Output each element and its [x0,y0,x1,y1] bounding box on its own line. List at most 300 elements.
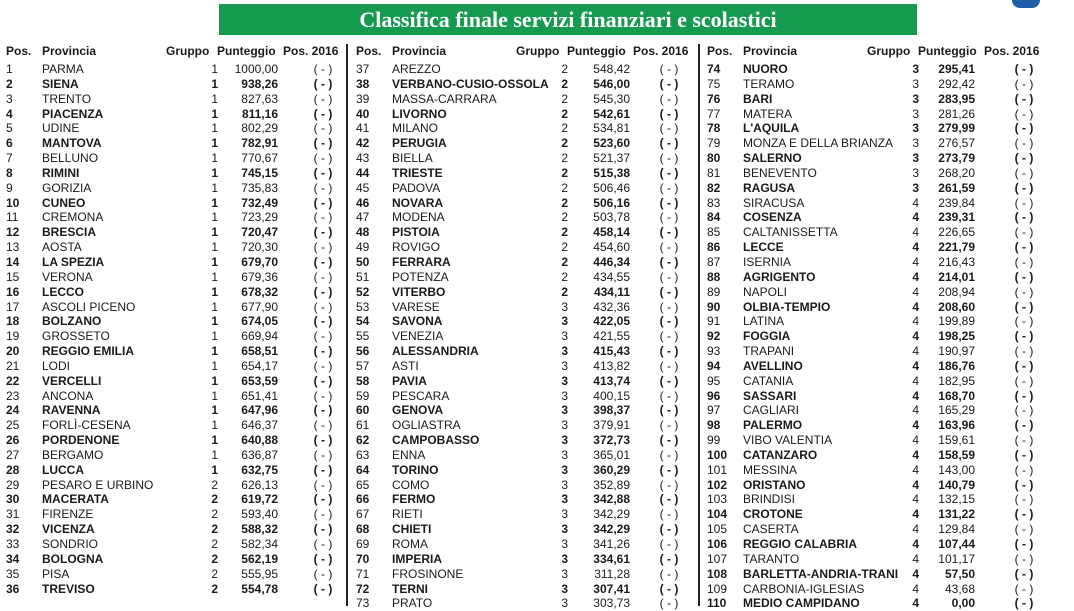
group-cell: 4 [912,269,919,284]
province-cell: ORISTANO [743,477,806,492]
table-row [705,329,1041,344]
group-cell: 3 [561,447,568,462]
table-row [705,418,1041,433]
score-cell: 446,34 [593,254,630,269]
rank-cell: 86 [707,240,721,255]
pos-2016-cell: ( - ) [313,344,333,359]
table-row [354,596,694,611]
pos-2016-cell: ( - ) [1014,165,1034,180]
pos-2016-cell: ( - ) [659,284,679,299]
province-cell: CUNEO [42,195,86,210]
rank-cell: 104 [707,507,728,522]
group-cell: 4 [912,462,919,477]
province-cell: PESCARA [392,388,450,403]
rank-cell: 56 [356,344,370,359]
group-cell: 2 [211,477,218,492]
pos-2016-cell: ( - ) [313,254,333,269]
rank-cell: 37 [356,62,370,76]
province-cell: BRINDISI [743,492,796,507]
rank-cell: 1 [6,62,13,76]
group-cell: 4 [912,373,919,388]
province-cell: VERONA [42,269,93,284]
table-row [705,403,1041,418]
rank-cell: 75 [707,76,721,91]
table-row [705,121,1041,136]
rank-cell: 34 [6,551,20,566]
table-row [354,567,694,582]
score-cell: 632,75 [241,462,278,477]
province-cell: CAGLIARI [743,403,800,418]
province-cell: TARANTO [743,551,800,566]
rank-cell: 70 [356,551,370,566]
group-cell: 2 [561,269,568,284]
table-row [705,196,1041,211]
score-cell: 678,32 [241,284,278,299]
rank-cell: 72 [356,581,370,596]
pos-2016-cell: ( - ) [1014,566,1034,581]
rank-cell: 25 [6,418,20,433]
province-cell: SAVONA [392,314,443,329]
score-cell: 434,55 [593,269,630,284]
rank-cell: 47 [356,210,370,225]
pos-2016-cell: ( - ) [313,165,333,180]
province-cell: CATANZARO [743,447,818,462]
province-cell: L'AQUILA [743,121,800,136]
rank-cell: 27 [6,447,20,462]
province-cell: CARBONIA-IGLESIAS [743,581,865,596]
rank-cell: 38 [356,76,370,91]
table-header [354,42,694,62]
province-cell: VERBANO-CUSIO-OSSOLA [392,76,549,91]
pos-2016-cell: ( - ) [1014,91,1034,106]
table-row [354,136,694,151]
table-row [4,492,340,507]
score-cell: 454,60 [593,240,630,255]
score-cell: 226,65 [938,225,975,240]
province-cell: CALTANISSETTA [743,225,838,240]
pos-2016-cell: ( - ) [659,195,679,210]
score-cell: 311,28 [594,566,630,581]
pos-2016-cell: ( - ) [313,433,333,448]
table-row [705,448,1041,463]
pos-2016-cell: ( - ) [313,136,333,151]
group-cell: 4 [912,522,919,537]
header-pos: Pos. [356,44,382,58]
ranking-rows [705,62,1041,611]
table-row [4,151,340,166]
score-cell: 199,89 [938,314,975,329]
score-cell: 720,47 [241,225,278,240]
score-cell: 770,67 [241,151,278,166]
group-cell: 4 [912,388,919,403]
pos-2016-cell: ( - ) [1014,388,1034,403]
score-cell: 295,41 [938,62,975,76]
pos-2016-cell: ( - ) [313,329,333,344]
table-row [354,196,694,211]
pos-2016-cell: ( - ) [659,240,679,255]
pos-2016-cell: ( - ) [1014,522,1034,537]
pos-2016-cell: ( - ) [313,195,333,210]
province-cell: REGGIO CALABRIA [743,537,857,551]
group-cell: 3 [561,596,568,611]
score-cell: 827,63 [241,91,278,106]
pos-2016-cell: ( - ) [313,373,333,388]
score-cell: 523,60 [593,136,630,151]
score-cell: 186,76 [938,358,975,373]
score-cell: 360,29 [593,462,630,477]
table-row [705,552,1041,567]
province-cell: OLBIA-TEMPIO [743,299,831,314]
score-cell: 140,79 [938,477,975,492]
table-row [705,344,1041,359]
group-cell: 2 [211,551,218,566]
group-cell: 1 [211,121,218,136]
score-cell: 208,94 [938,284,975,299]
rank-cell: 55 [356,329,370,344]
table-row [354,181,694,196]
pos-2016-cell: ( - ) [313,121,333,136]
score-cell: 190,97 [938,344,975,359]
score-cell: 674,05 [241,314,278,329]
province-cell: TORINO [392,462,439,477]
table-row [354,359,694,374]
score-cell: 221,79 [938,240,975,255]
province-cell: VERCELLI [42,373,102,388]
rank-cell: 79 [707,136,721,151]
rank-cell: 65 [356,477,370,492]
group-cell: 3 [561,492,568,507]
rank-cell: 94 [707,358,721,373]
corner-decoration [1012,0,1040,8]
rank-cell: 43 [356,151,370,166]
table-row [4,166,340,181]
province-cell: PRATO [392,596,433,611]
pos-2016-cell: ( - ) [313,358,333,373]
group-cell: 4 [912,240,919,255]
table-row [4,225,340,240]
rank-cell: 61 [356,418,370,433]
rank-cell: 60 [356,403,370,418]
group-cell: 2 [211,507,218,522]
score-cell: 261,59 [938,180,975,195]
rank-cell: 17 [6,299,20,314]
score-cell: 658,51 [241,344,278,359]
pos-2016-cell: ( - ) [1014,76,1034,91]
pos-2016-cell: ( - ) [1014,462,1034,477]
table-row [354,121,694,136]
rank-cell: 6 [6,136,13,151]
table-row [4,240,340,255]
rank-cell: 58 [356,373,370,388]
group-cell: 1 [211,180,218,195]
pos-2016-cell: ( - ) [659,373,679,388]
group-cell: 4 [912,299,919,314]
pos-2016-cell: ( - ) [1014,151,1034,166]
table-row [705,62,1041,77]
rank-cell: 21 [6,358,20,373]
pos-2016-cell: ( - ) [313,180,333,195]
province-cell: PORDENONE [42,433,120,448]
pos-2016-cell: ( - ) [659,106,679,121]
score-cell: 276,57 [938,136,975,151]
province-cell: MEDIO CAMPIDANO [743,596,860,611]
header-punteggio: Punteggio [918,44,977,58]
rank-cell: 98 [707,418,721,433]
rank-cell: 90 [707,299,721,314]
province-cell: ROVIGO [392,240,441,255]
group-cell: 1 [211,225,218,240]
pos-2016-cell: ( - ) [1014,403,1034,418]
group-cell: 1 [211,373,218,388]
pos-2016-cell: ( - ) [659,433,679,448]
header-pos: Pos. [707,44,733,58]
pos-2016-cell: ( - ) [659,121,679,136]
table-row [705,433,1041,448]
group-cell: 2 [561,165,568,180]
group-cell: 4 [912,537,919,551]
rank-cell: 35 [6,566,20,581]
pos-2016-cell: ( - ) [313,225,333,240]
table-row [354,151,694,166]
province-cell: REGGIO EMILIA [42,344,135,359]
rank-cell: 2 [6,76,13,91]
province-cell: MATERA [743,106,793,121]
score-cell: 43,68 [944,581,975,596]
rank-cell: 97 [707,403,721,418]
group-cell: 2 [561,91,568,106]
group-cell: 1 [211,136,218,151]
score-cell: 292,42 [938,76,975,91]
group-cell: 3 [561,566,568,581]
pos-2016-cell: ( - ) [1014,537,1034,551]
rank-cell: 67 [356,507,370,522]
pos-2016-cell: ( - ) [1014,433,1034,448]
group-cell: 3 [912,106,919,121]
group-cell: 3 [561,581,568,596]
pos-2016-cell: ( - ) [1014,418,1034,433]
table-row [354,107,694,122]
table-row [354,225,694,240]
table-row [4,121,340,136]
group-cell: 4 [912,210,919,225]
score-cell: 342,88 [593,492,630,507]
group-cell: 3 [561,373,568,388]
score-cell: 723,29 [241,210,278,225]
rank-cell: 24 [6,403,20,418]
province-cell: OGLIASTRA [392,418,461,433]
table-row [354,418,694,433]
rank-cell: 4 [6,106,13,121]
score-cell: 546,00 [593,76,630,91]
group-cell: 2 [211,537,218,551]
table-row [4,285,340,300]
province-cell: LIVORNO [392,106,447,121]
province-cell: PADOVA [392,180,441,195]
group-cell: 4 [912,418,919,433]
province-cell: ROMA [392,537,428,551]
score-cell: 281,26 [938,106,975,121]
table-row [4,210,340,225]
score-cell: 802,29 [241,121,278,136]
province-cell: ANCONA [42,388,94,403]
score-cell: 198,25 [938,329,975,344]
pos-2016-cell: ( - ) [659,507,679,522]
table-row [354,537,694,552]
score-cell: 458,14 [593,225,630,240]
score-cell: 216,43 [938,254,975,269]
group-cell: 3 [561,537,568,551]
score-cell: 163,96 [938,418,975,433]
group-cell: 3 [561,507,568,522]
rank-cell: 101 [707,462,728,477]
score-cell: 101,17 [938,551,975,566]
rank-cell: 80 [707,151,721,166]
score-cell: 398,37 [593,403,630,418]
province-cell: NOVARA [392,195,444,210]
pos-2016-cell: ( - ) [659,477,679,492]
score-cell: 555,95 [241,566,278,581]
province-cell: MASSA-CARRARA [392,91,497,106]
pos-2016-cell: ( - ) [1014,551,1034,566]
table-row [4,448,340,463]
table-row [354,270,694,285]
group-cell: 3 [912,151,919,166]
rank-cell: 12 [6,225,20,240]
group-cell: 2 [561,106,568,121]
rank-cell: 74 [707,62,721,76]
pos-2016-cell: ( - ) [659,462,679,477]
table-row [354,77,694,92]
table-row [354,329,694,344]
province-cell: NAPOLI [743,284,788,299]
rank-cell: 57 [356,358,370,373]
province-cell: TRENTO [42,91,92,106]
province-cell: FOGGIA [743,329,791,344]
province-cell: COSENZA [743,210,802,225]
pos-2016-cell: ( - ) [1014,329,1034,344]
group-cell: 4 [912,433,919,448]
score-cell: 57,50 [944,566,975,581]
province-cell: AREZZO [392,62,441,76]
table-row [4,463,340,478]
pos-2016-cell: ( - ) [659,403,679,418]
score-cell: 782,91 [241,136,278,151]
table-row [705,522,1041,537]
rank-cell: 18 [6,314,20,329]
province-cell: BARI [743,91,773,106]
rank-cell: 39 [356,91,370,106]
table-row [4,92,340,107]
rank-cell: 53 [356,299,370,314]
group-cell: 4 [912,358,919,373]
rank-cell: 87 [707,254,721,269]
rank-cell: 44 [356,165,370,180]
score-cell: 165,29 [938,403,975,418]
ranking-column-1 [4,42,340,608]
pos-2016-cell: ( - ) [1014,299,1034,314]
group-cell: 3 [561,522,568,537]
table-row [4,403,340,418]
score-cell: 679,70 [241,254,278,269]
score-cell: 303,73 [593,596,630,611]
rank-cell: 16 [6,284,20,299]
score-cell: 273,79 [938,151,975,166]
group-cell: 2 [561,254,568,269]
province-cell: MESSINA [743,462,798,477]
pos-2016-cell: ( - ) [1014,492,1034,507]
score-cell: 679,36 [241,269,278,284]
group-cell: 1 [211,299,218,314]
province-cell: PARMA [42,62,84,76]
rank-cell: 29 [6,477,20,492]
province-cell: RAVENNA [42,403,101,418]
province-cell: MANTOVA [42,136,102,151]
score-cell: 279,99 [938,121,975,136]
group-cell: 3 [561,403,568,418]
rank-cell: 85 [707,225,721,240]
province-cell: LA SPEZIA [42,254,105,269]
pos-2016-cell: ( - ) [659,537,679,551]
group-cell: 4 [912,329,919,344]
province-cell: TREVISO [42,581,95,596]
pos-2016-cell: ( - ) [313,91,333,106]
pos-2016-cell: ( - ) [1014,344,1034,359]
rank-cell: 42 [356,136,370,151]
table-header [705,42,1041,62]
pos-2016-cell: ( - ) [313,462,333,477]
province-cell: VIBO VALENTIA [743,433,833,448]
table-row [354,389,694,404]
group-cell: 4 [912,477,919,492]
column-divider [346,44,348,606]
score-cell: 938,26 [241,76,278,91]
pos-2016-cell: ( - ) [313,210,333,225]
province-cell: COMO [392,477,430,492]
score-cell: 342,29 [593,507,630,522]
province-cell: GORIZIA [42,180,92,195]
province-cell: BENEVENTO [743,165,817,180]
table-row [4,478,340,493]
rank-cell: 88 [707,269,721,284]
table-row [705,240,1041,255]
group-cell: 2 [561,225,568,240]
score-cell: 588,32 [241,522,278,537]
rank-cell: 54 [356,314,370,329]
group-cell: 3 [561,418,568,433]
group-cell: 4 [912,344,919,359]
header-provincia: Provincia [743,44,798,58]
table-row [354,522,694,537]
pos-2016-cell: ( - ) [659,269,679,284]
province-cell: BELLUNO [42,151,99,166]
province-cell: CHIETI [392,522,432,537]
province-cell: ALESSANDRIA [392,344,479,359]
province-cell: PISTOIA [392,225,440,240]
score-cell: 214,01 [938,269,975,284]
pos-2016-cell: ( - ) [313,418,333,433]
province-cell: SALERNO [743,151,802,166]
pos-2016-cell: ( - ) [659,314,679,329]
province-cell: GENOVA [392,403,444,418]
header-pos-2016: Pos. 2016 [984,44,1040,58]
table-row [354,478,694,493]
pos-2016-cell: ( - ) [313,566,333,581]
score-cell: 129,84 [938,522,975,537]
score-cell: 593,40 [241,507,278,522]
table-row [705,314,1041,329]
score-cell: 677,90 [241,299,278,314]
table-row [4,62,340,77]
